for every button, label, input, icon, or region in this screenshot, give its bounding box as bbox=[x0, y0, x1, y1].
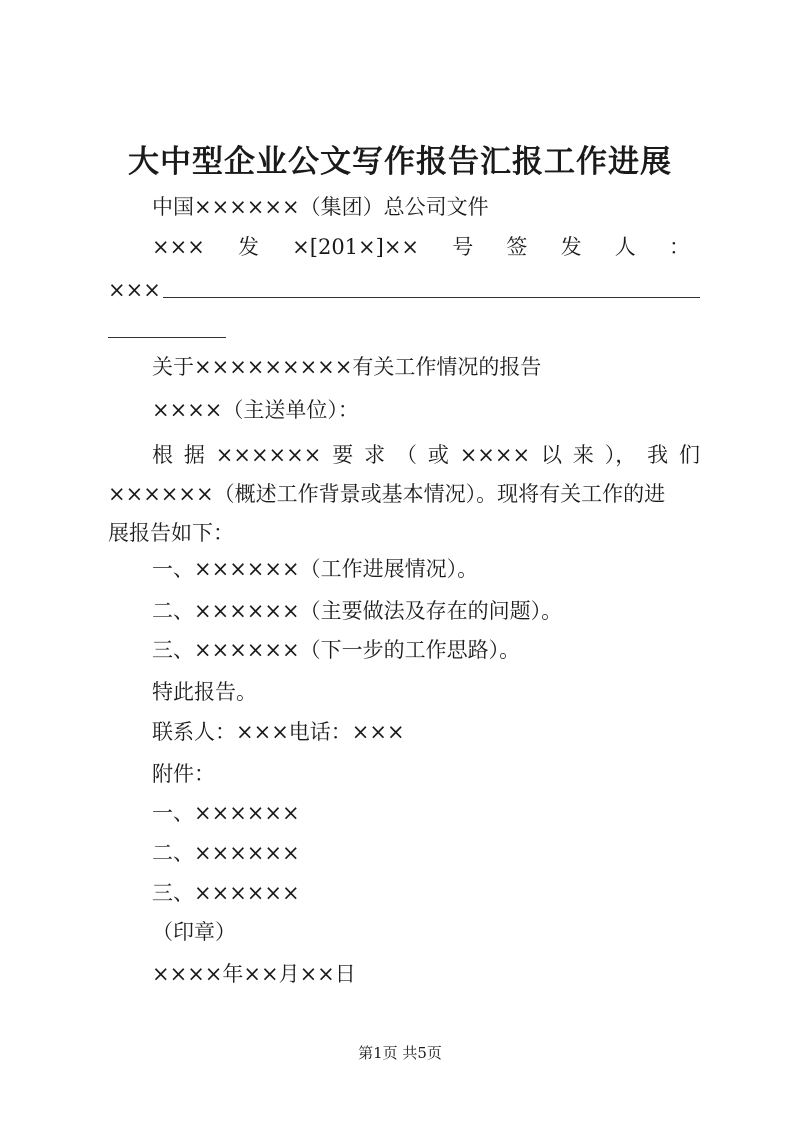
document-date: ××××年××月××日 bbox=[152, 962, 356, 986]
signer-token: 号 bbox=[452, 235, 474, 259]
body-token: 或 bbox=[427, 443, 449, 467]
contact-line: 联系人：×××电话：××× bbox=[152, 720, 405, 744]
body-line-3: 展报告如下： bbox=[108, 521, 234, 545]
attachment-item: 三、×××××× bbox=[152, 881, 300, 905]
body-token: 据 bbox=[183, 443, 205, 467]
body-token: （ bbox=[395, 443, 417, 467]
signer-token: 签 bbox=[506, 235, 528, 259]
page-number-footer: 第1页 共5页 bbox=[358, 1044, 442, 1062]
signer-line bbox=[152, 232, 690, 262]
signer-token: 发 bbox=[237, 235, 259, 259]
body-token: 根 bbox=[152, 443, 173, 467]
attachment-item: 二、×××××× bbox=[152, 841, 300, 865]
body-token: 求 bbox=[364, 443, 386, 467]
signer-token: ×[201×]×× bbox=[292, 235, 420, 259]
signature-underline bbox=[163, 297, 700, 298]
body-token: 要 bbox=[332, 443, 354, 467]
seal-placeholder: （印章） bbox=[152, 920, 236, 944]
recipient-line: ××××（主送单位）： bbox=[152, 398, 359, 422]
report-item-3: 三、××××××（下一步的工作思路）。 bbox=[152, 638, 521, 662]
report-item-1: 一、××××××（工作进展情况）。 bbox=[152, 557, 479, 581]
body-token: 以 bbox=[540, 443, 562, 467]
issuer-line: 中国××××××（集团）总公司文件 bbox=[152, 195, 489, 219]
body-token: ×××××× bbox=[215, 443, 322, 467]
signer-name-row bbox=[108, 272, 700, 302]
document-title: 大中型企业公文写作报告汇报工作进展 bbox=[128, 144, 672, 180]
report-subject: 关于×××××××××有关工作情况的报告 bbox=[152, 355, 542, 379]
signature-underline-continued bbox=[108, 337, 226, 338]
body-token: ×××× bbox=[459, 443, 531, 467]
body-token: 们 bbox=[678, 443, 700, 467]
closing-line: 特此报告。 bbox=[152, 680, 257, 704]
signer-name: ××× bbox=[108, 278, 161, 302]
signer-token: 人 bbox=[614, 235, 636, 259]
body-line-1 bbox=[108, 436, 700, 475]
attachments-label: 附件： bbox=[152, 762, 215, 786]
body-token: 我 bbox=[647, 443, 669, 467]
report-item-2: 二、××××××（主要做法及存在的问题）。 bbox=[152, 599, 563, 623]
body-line-2: ××××××（概述工作背景或基本情况）。现将有关工作的进 bbox=[108, 482, 666, 506]
body-token: ）， bbox=[604, 443, 637, 467]
signer-token: ： bbox=[668, 235, 690, 259]
attachment-item: 一、×××××× bbox=[152, 801, 300, 825]
body-paragraph bbox=[108, 436, 700, 553]
signer-token: ××× bbox=[152, 235, 205, 259]
body-token: 来 bbox=[572, 443, 594, 467]
signer-token: 发 bbox=[560, 235, 582, 259]
